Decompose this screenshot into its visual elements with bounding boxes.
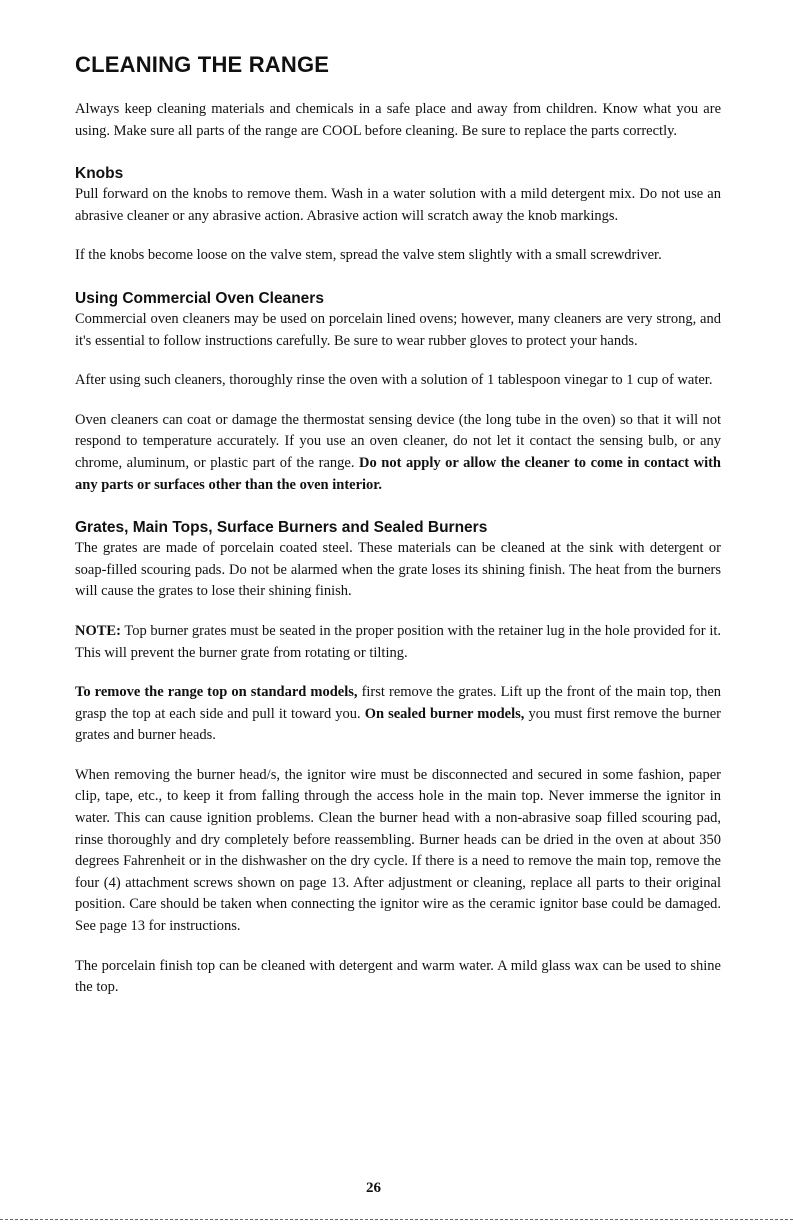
page-number: 26	[366, 1180, 381, 1196]
note-text: Top burner grates must be seated in the proper position with the retainer lug in the hole provided for it. This will prevent the burner grate from rotating or tilting.	[75, 622, 721, 661]
oven-cleaners-heading: Using Commercial Oven Cleaners	[75, 289, 324, 307]
sealed-burner-label: On sealed burner models,	[364, 705, 525, 722]
grates-paragraph-5: The porcelain finish top can be cleaned with detergent and warm water. A mild glass wax can be used to shine the top.	[75, 957, 721, 996]
grates-remove-instructions	[75, 682, 721, 747]
grates-note	[75, 621, 721, 664]
grates-paragraph-4: When removing the burner head/s, the ignitor wire must be disconnected and secured in some fashion, paper clip, tape, etc., to keep it from falling through the access hole in the main top. Never immerse the ignitor in water. This can cause ignition problems. Clean the burner head with a non-abrasive soap filled scouring pad, rinse thoroughly and dry completely before reassembling. Burner heads can be dried in the oven at about 350 degrees Fahrenheit or in the dishwasher on the dry cycle. If there is a need to remove the main top, remove the four (4) attachment screws shown on page 13. After adjustment or cleaning, replace all parts to their original position. Care should be taken when connecting the ignitor wire as the ceramic ignitor base could be damaged. See page 13 for instructions.	[75, 766, 721, 935]
oven-cleaners-paragraph-3	[75, 410, 721, 496]
page-title: CLEANING THE RANGE	[75, 52, 330, 77]
page-bottom-border	[0, 1219, 793, 1220]
oven-cleaners-paragraph-3-text: Oven cleaners can coat or damage the thermostat sensing device (the long tube in the oven) so that it will not respond to temperature accurately. If you use an oven cleaner, do not let it contact the sensing bulb, or any chrome, aluminum, or plastic part of the range.	[75, 411, 721, 471]
intro-paragraph: Always keep cleaning materials and chemicals in a safe place and away from children. Know what you are using. Make sure all parts of the range are COOL before cleaning. Be sure to replace the parts correctly.	[75, 101, 721, 139]
remove-standard-text: first remove the grates. Lift up the front of the main top, then grasp the top at each side and pull it toward you.	[75, 684, 722, 722]
remove-standard-label: To remove the range top on standard models,	[75, 684, 358, 701]
grates-paragraph-1: The grates are made of porcelain coated steel. These materials can be cleaned at the sink with detergent or soap-filled scouring pads. Do not be alarmed when the grate loses its shining finish. The heat from the burners will cause the grates to lose their shining finish.	[75, 540, 721, 600]
oven-cleaners-paragraph-1: Commercial oven cleaners may be used on porcelain lined ovens; however, many cleaners are very strong, and it's essential to follow instructions carefully. Be sure to wear rubber gloves to protect your hands.	[75, 310, 721, 349]
knobs-paragraph-1: Pull forward on the knobs to remove them. Wash in a water solution with a mild detergent mix. Do not use an abrasive cleaner or any abrasive action. Abrasive action will scratch away the knob markings.	[75, 186, 721, 224]
oven-cleaners-warning: Do not apply or allow the cleaner to come in contact with any parts or surfaces other than the oven interior.	[75, 454, 721, 493]
knobs-heading: Knobs	[75, 165, 124, 183]
knobs-paragraph-2: If the knobs become loose on the valve stem, spread the valve stem slightly with a small screwdriver.	[75, 247, 662, 264]
page-content	[75, 50, 721, 999]
grates-heading: Grates, Main Tops, Surface Burners and Sealed Burners	[75, 519, 488, 537]
note-label: NOTE:	[75, 622, 121, 639]
oven-cleaners-paragraph-2: After using such cleaners, thoroughly rinse the oven with a solution of 1 tablespoon vinegar to 1 cup of water.	[75, 372, 713, 389]
sealed-burner-text: you must first remove the burner grates and burner heads.	[75, 705, 722, 744]
